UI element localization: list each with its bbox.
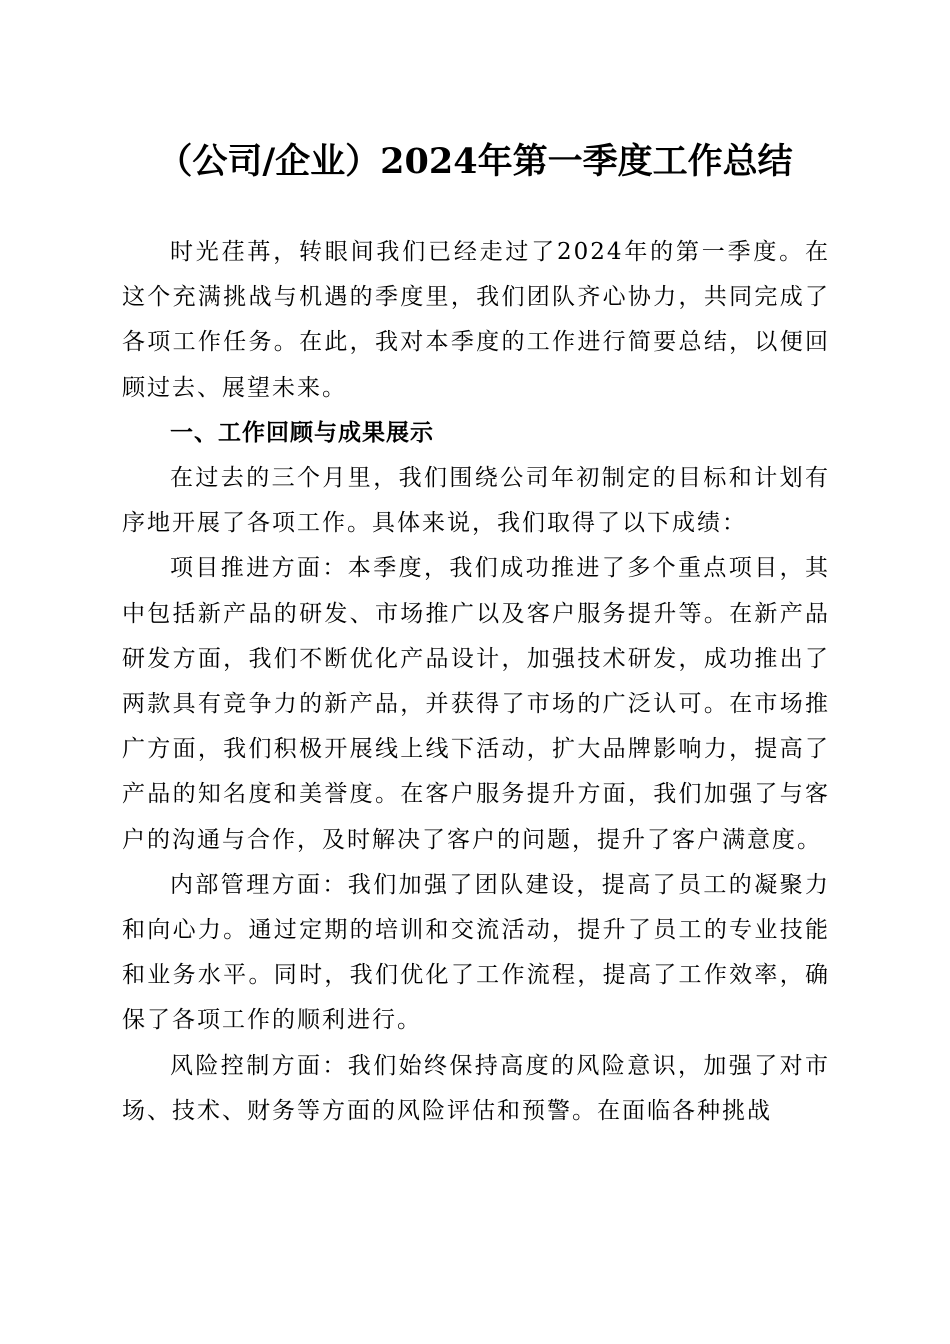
document-title: （公司/企业）2024年第一季度工作总结 bbox=[157, 141, 793, 182]
paragraph-risk: 风险控制方面：我们始终保持高度的风险意识，加强了对市场、技术、财务等方面的风险评估和预警。在面临各种挑战 bbox=[122, 1052, 830, 1124]
document-body bbox=[122, 230, 830, 1134]
paragraph-review: 在过去的三个月里，我们围绕公司年初制定的目标和计划有序地开展了各项工作。具体来说，我们取得了以下成绩： bbox=[122, 465, 830, 537]
paragraph-management: 内部管理方面：我们加强了团队建设，提高了员工的凝聚力和向心力。通过定期的培训和交流活动，提升了员工的专业技能和业务水平。同时，我们优化了工作流程，提高了工作效率，确保了各项工作的顺利进行。 bbox=[122, 871, 830, 1034]
paragraph-intro: 时光荏苒，转眼间我们已经走过了2024年的第一季度。在这个充满挑战与机遇的季度里，我们团队齐心协力，共同完成了各项工作任务。在此，我对本季度的工作进行简要总结，以便回顾过去、展望未来。 bbox=[122, 239, 830, 401]
section-heading: 一、工作回顾与成果展示 bbox=[170, 419, 434, 446]
paragraph-projects: 项目推进方面：本季度，我们成功推进了多个重点项目，其中包括新产品的研发、市场推广以及客户服务提升等。在新产品研发方面，我们不断优化产品设计，加强技术研发，成功推出了两款具有竞争力的新产品，并获得了市场的广泛认可。在市场推广方面，我们积极开展线上线下活动，扩大品牌影响力，提高了产品的知名度和美誉度。在客户服务提升方面，我们加强了与客户的沟通与合作，及时解决了客户的问题，提升了客户满意度。 bbox=[122, 555, 830, 853]
